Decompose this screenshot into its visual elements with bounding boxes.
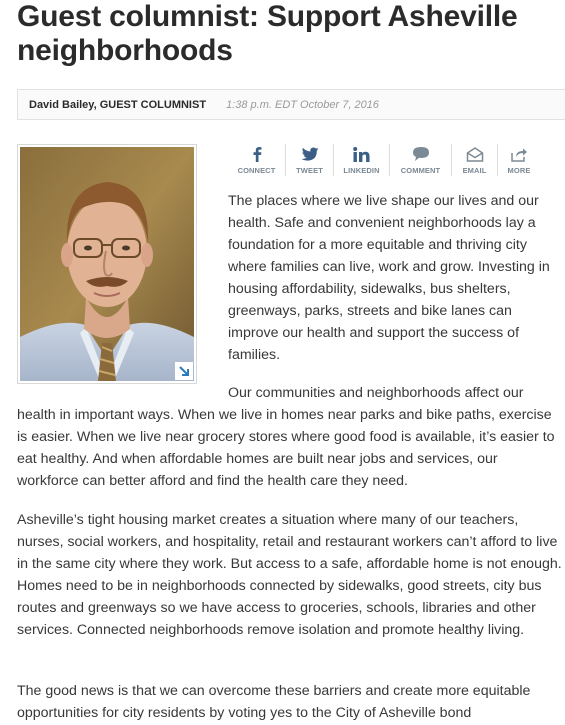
more-icon [510, 147, 528, 162]
share-linkedin-button[interactable] [334, 144, 390, 176]
share-comment-button[interactable] [390, 144, 452, 176]
facebook-icon [251, 146, 263, 162]
share-twitter-label: TWEET [296, 166, 323, 175]
share-bar [228, 144, 565, 176]
email-icon [466, 147, 484, 162]
share-more-button[interactable] [498, 144, 540, 176]
share-twitter-button[interactable] [286, 144, 334, 176]
author-photo[interactable] [17, 144, 197, 384]
expand-photo-button[interactable] [175, 362, 193, 380]
share-facebook-button[interactable] [228, 144, 286, 176]
author-portrait-image [20, 147, 194, 381]
expand-arrow-icon [178, 365, 190, 377]
linkedin-icon [353, 147, 371, 162]
twitter-icon [301, 147, 319, 162]
share-comment-label: COMMENT [400, 166, 441, 175]
article-paragraph: Our communities and neighborhoods affect our health in important ways. When we live in homes near parks and bike paths, exercise is easier. When we live near grocery stores where good food is available, it’s easier to eat healthy. And when affordable homes are built near jobs and services, our workforce can better afford and find the health care they need. [17, 385, 555, 489]
article-paragraph: Asheville’s tight housing market creates a situation where many of our teachers, nurses, social workers, and hospitality, retail and restaurant workers can’t afford to live in the same city where they work. But access to a safe, affordable home is not enough. Homes need to be in neighborhoods connected by sidewalks, good streets, city bus routes and greenways so we have access to groceries, schools, libraries and other services. Connected neighborhoods remove isolation and promote healthy living. [17, 512, 562, 638]
article-headline: Guest columnist: Support Asheville neighborhoods [17, 0, 518, 67]
share-linkedin-label: LINKEDIN [343, 166, 380, 175]
comment-icon [412, 146, 430, 162]
byline [17, 89, 565, 120]
article-paragraph: The places where we live shape our lives and our health. Safe and convenient neighborhoods lay a foundation for a more equitable and thriving city where families can live, work and grow. Investing in housing affordability, sidewalks, bus shelters, greenways, parks, streets and bike lanes can improve our health and support the success of families. [228, 193, 550, 363]
share-email-button[interactable] [452, 144, 498, 176]
article-paragraph: The good news is that we can overcome these barriers and create more equitable opportunities for city residents by voting yes to the City of Asheville bond [17, 683, 531, 721]
share-more-label: MORE [507, 166, 531, 175]
byline-timestamp: 1:38 p.m. EDT October 7, 2016 [226, 98, 379, 111]
byline-author[interactable]: David Bailey, GUEST COLUMNIST [29, 98, 207, 111]
share-email-label: EMAIL [462, 166, 487, 175]
share-facebook-label: CONNECT [237, 166, 276, 175]
